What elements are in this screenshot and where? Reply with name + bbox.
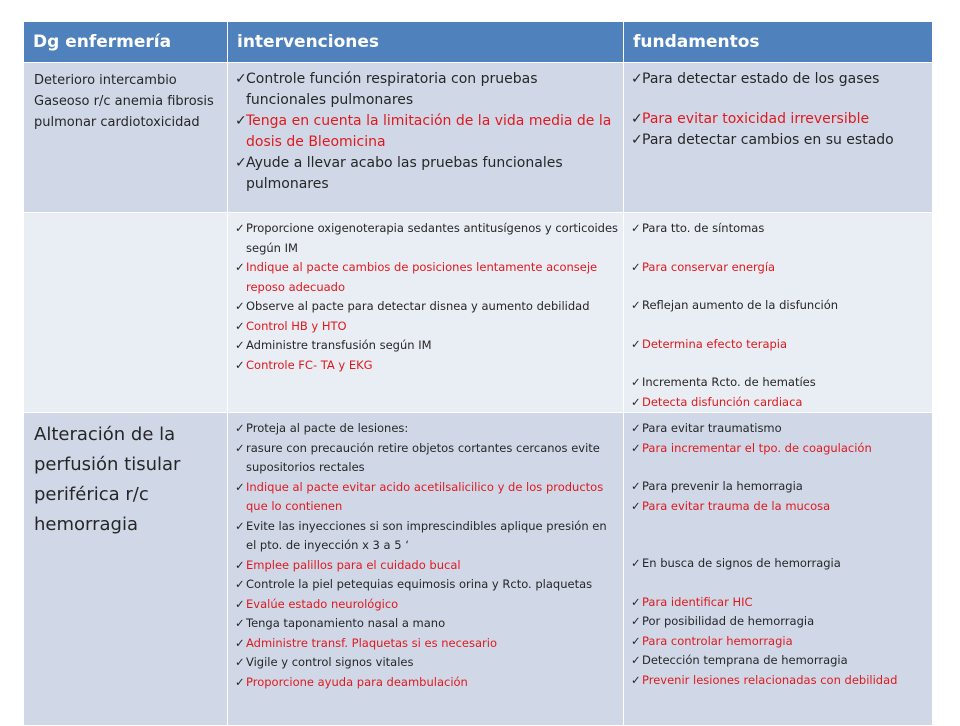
- check-icon: ✓: [235, 318, 245, 333]
- rationale-item: [631, 632, 928, 652]
- check-icon: ✓: [235, 357, 245, 372]
- check-icon: ✓: [235, 518, 245, 533]
- check-icon: ✓: [631, 259, 641, 274]
- item-text: Para controlar hemorragia: [642, 633, 793, 648]
- item-text: Reflejan aumento de la disfunción: [642, 298, 839, 312]
- item-text: Indique al pacte cambios de posiciones lentamente aconseje reposo adecuado: [246, 260, 598, 294]
- rationales-cell: [624, 213, 933, 413]
- intervention-item: [235, 111, 619, 153]
- item-text: Para evitar trauma de la mucosa: [642, 498, 831, 513]
- rationale-item: [631, 258, 928, 278]
- item-text: Proteja al pacte de lesiones:: [246, 421, 409, 435]
- item-text: Emplee palillos para el cuidado bucal: [246, 557, 461, 572]
- check-icon: ✓: [235, 338, 245, 352]
- rationale-item: [631, 373, 928, 393]
- intervention-item: [235, 419, 619, 439]
- intervention-item: [235, 297, 619, 317]
- rationale-item: [631, 419, 928, 439]
- item-text: Proporcione ayuda para deambulación: [246, 674, 468, 689]
- check-icon: ✓: [631, 614, 641, 628]
- intervention-item: [235, 69, 619, 111]
- item-text: Controle FC- TA y EKG: [246, 357, 373, 372]
- item-text: Para conservar energía: [642, 259, 776, 274]
- check-icon: ✓: [235, 260, 245, 274]
- item-text: Tenga en cuenta la limitación de la vida media de la dosis de Bleomicina: [246, 113, 612, 150]
- item-text: Controle la piel petequias equimosis orina y Rcto. plaquetas: [246, 577, 593, 591]
- rationale-item: [631, 671, 928, 691]
- rationale-item: [631, 477, 928, 497]
- item-text: Detección temprana de hemorragia: [642, 653, 848, 667]
- intervention-item: [235, 336, 619, 356]
- item-text: Evalúe estado neurológico: [246, 596, 399, 611]
- header-interventions: intervenciones: [228, 22, 624, 63]
- rationales-cell: [624, 63, 933, 213]
- nursing-care-table: [23, 21, 933, 726]
- item-text: Prevenir lesiones relacionadas con debilidad: [642, 672, 898, 687]
- item-text: Controle función respiratoria con pruebas funcionales pulmonares: [246, 71, 538, 108]
- item-text: Administre transf. Plaquetas si es necesario: [246, 635, 498, 650]
- check-icon: ✓: [235, 655, 245, 669]
- header-rationales: fundamentos: [624, 22, 933, 63]
- intervention-item: [235, 439, 619, 478]
- check-icon: ✓: [631, 421, 641, 435]
- intervention-item: [235, 595, 619, 615]
- intervention-item: [235, 317, 619, 337]
- check-icon: ✓: [235, 113, 247, 129]
- intervention-item: [235, 153, 619, 195]
- intervention-item: [235, 575, 619, 595]
- check-icon: ✓: [235, 155, 247, 171]
- check-icon: ✓: [235, 596, 245, 611]
- table-row: [24, 213, 933, 413]
- item-text: Evite las inyecciones si son imprescindibles aplique presión en el pto. de inyección x 3 a 5 ‘: [246, 518, 607, 552]
- item-text: Para incrementar el tpo. de coagulación: [642, 440, 872, 455]
- interventions-cell: [228, 213, 624, 413]
- table-row: [24, 413, 933, 726]
- check-icon: ✓: [631, 556, 641, 570]
- check-icon: ✓: [631, 594, 641, 609]
- item-text: Proporcione oxigenoterapia sedantes antitusígenos y corticoides según IM: [246, 221, 619, 255]
- item-text: Para evitar traumatismo: [642, 421, 782, 435]
- item-text: Para detectar cambios en su estado: [642, 132, 894, 148]
- check-icon: ✓: [631, 111, 643, 127]
- check-icon: ✓: [631, 498, 641, 513]
- check-icon: ✓: [235, 635, 245, 650]
- header-diagnosis: Dg enfermería: [24, 22, 228, 63]
- check-icon: ✓: [235, 421, 245, 435]
- intervention-item: [235, 219, 619, 258]
- check-icon: ✓: [631, 653, 641, 667]
- check-icon: ✓: [235, 71, 247, 87]
- rationale-item: [631, 130, 928, 151]
- interventions-cell: [228, 413, 624, 726]
- rationale-item: [631, 219, 928, 239]
- item-text: Para detectar estado de los gases: [642, 71, 880, 87]
- item-text: Por posibilidad de hemorragia: [642, 614, 815, 628]
- check-icon: ✓: [235, 616, 245, 630]
- header-row: [24, 22, 933, 63]
- check-icon: ✓: [631, 298, 641, 312]
- table-row: [24, 63, 933, 213]
- check-icon: ✓: [235, 479, 245, 494]
- check-icon: ✓: [235, 440, 245, 455]
- intervention-item: [235, 556, 619, 576]
- item-text: Observe al pacte para detectar disnea y aumento debilidad: [246, 299, 590, 313]
- check-icon: ✓: [631, 672, 641, 687]
- item-text: Para prevenir la hemorragia: [642, 479, 803, 493]
- item-text: Ayude a llevar acabo las pruebas funcionales pulmonares: [246, 155, 563, 192]
- item-text: Administre transfusión según IM: [246, 338, 432, 352]
- intervention-item: [235, 478, 619, 517]
- intervention-item: [235, 653, 619, 673]
- intervention-item: [235, 356, 619, 376]
- check-icon: ✓: [235, 299, 245, 313]
- check-icon: ✓: [631, 132, 643, 148]
- item-text: Para evitar toxicidad irreversible: [642, 111, 870, 127]
- rationale-item: [631, 651, 928, 671]
- check-icon: ✓: [631, 440, 641, 455]
- intervention-item: [235, 517, 619, 556]
- check-icon: ✓: [631, 336, 641, 351]
- item-text: Indique al pacte evitar acido acetilsalicilico y de los productos que lo contienen: [246, 479, 604, 513]
- intervention-item: [235, 634, 619, 654]
- rationales-cell: [624, 413, 933, 726]
- check-icon: ✓: [631, 479, 641, 493]
- check-icon: ✓: [631, 633, 641, 648]
- item-text: Para identificar HIC: [642, 594, 753, 609]
- rationale-item: [631, 109, 928, 130]
- item-text: Control HB y HTO: [246, 318, 347, 333]
- diagnosis-cell: [24, 213, 228, 413]
- rationale-item: [631, 497, 928, 517]
- rationale-item: [631, 296, 928, 316]
- item-text: rasure con precaución retire objetos cortantes cercanos evite supositorios rectales: [246, 440, 600, 474]
- item-text: En busca de signos de hemorragia: [642, 556, 841, 570]
- rationale-item: [631, 439, 928, 459]
- item-text: Vigile y control signos vitales: [246, 655, 414, 669]
- check-icon: ✓: [235, 557, 245, 572]
- rationale-item: [631, 612, 928, 632]
- rationale-item: [631, 593, 928, 613]
- intervention-item: [235, 673, 619, 693]
- check-icon: ✓: [631, 394, 641, 409]
- check-icon: ✓: [235, 674, 245, 689]
- check-icon: ✓: [235, 221, 245, 235]
- item-text: Para tto. de síntomas: [642, 221, 765, 235]
- item-text: Determina efecto terapia: [642, 336, 788, 351]
- rationale-item: [631, 69, 928, 90]
- intervention-item: [235, 614, 619, 634]
- interventions-cell: [228, 63, 624, 213]
- diagnosis-cell: Deterioro intercambio Gaseoso r/c anemia fibrosis pulmonar cardiotoxicidad: [24, 63, 228, 213]
- rationale-item: [631, 554, 928, 574]
- rationale-item: [631, 393, 928, 413]
- check-icon: ✓: [631, 71, 643, 87]
- rationale-item: [631, 335, 928, 355]
- diagnosis-cell: Alteración de la perfusión tisular periférica r/c hemorragia: [24, 413, 228, 726]
- item-text: Incrementa Rcto. de hematíes: [642, 375, 816, 389]
- check-icon: ✓: [631, 221, 641, 235]
- intervention-item: [235, 258, 619, 297]
- item-text: Tenga taponamiento nasal a mano: [246, 616, 446, 630]
- check-icon: ✓: [631, 375, 641, 389]
- check-icon: ✓: [235, 577, 245, 591]
- item-text: Detecta disfunción cardiaca: [642, 394, 803, 409]
